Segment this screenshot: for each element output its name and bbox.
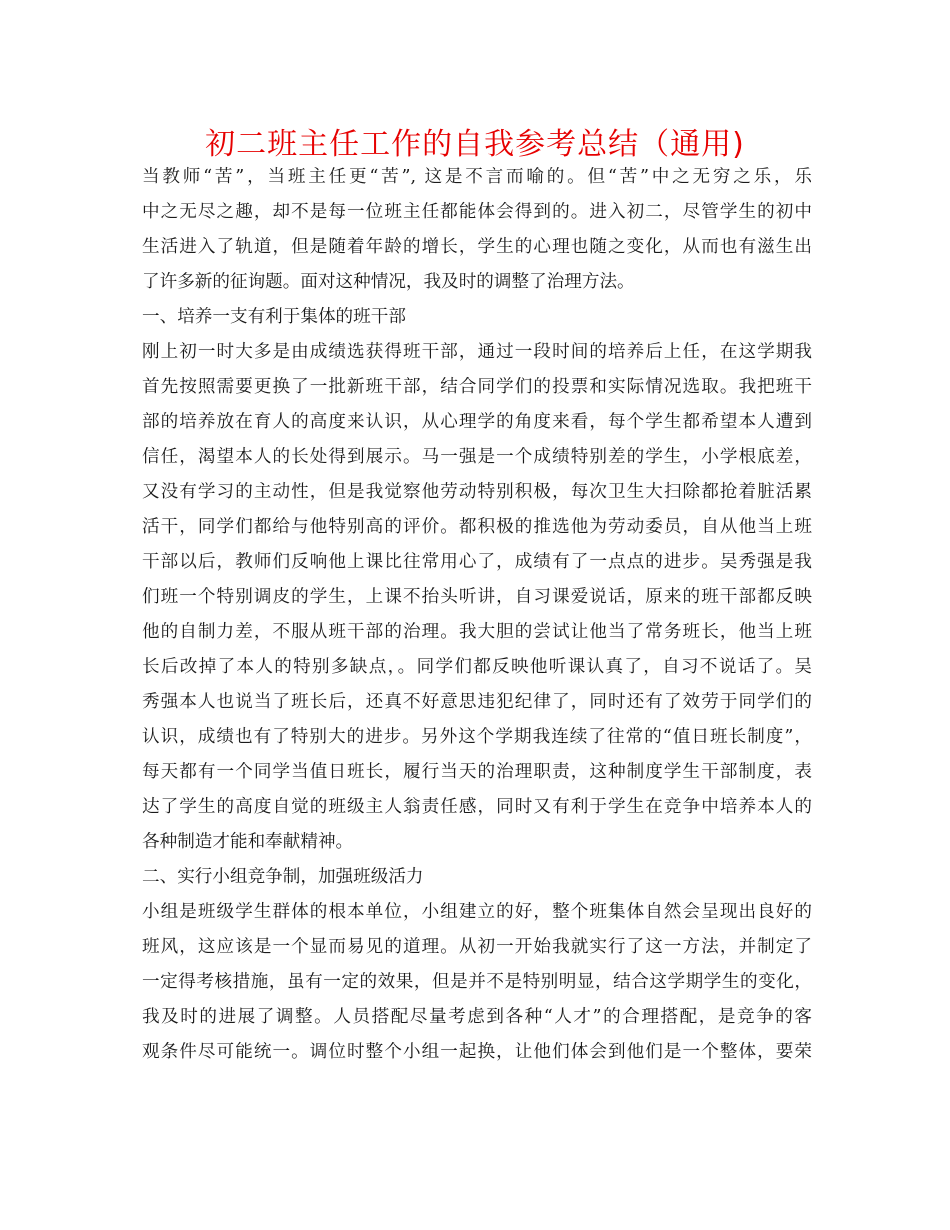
body-line: 观条件尽可能统一。调位时整个小组一起换，让他们体会到他们是一个整体，要荣	[142, 1042, 812, 1062]
body-line: 干部以后，教师们反响他上课比往常用心了，成绩有了一点点的进步。吴秀强是我	[142, 552, 812, 572]
body-line: 秀强本人也说当了班长后，还真不好意思违犯纪律了，同时还有了效劳于同学们的	[142, 692, 812, 712]
body-line: 首先按照需要更换了一批新班干部，结合同学们的投票和实际情况选取。我把班干	[142, 377, 812, 397]
body-line: 生活进入了轨道，但是随着年龄的增长，学生的心理也随之变化，从而也有滋生出	[142, 237, 812, 257]
body-line: 达了学生的高度自觉的班级主人翁责任感，同时又有利于学生在竞争中培养本人的	[142, 797, 812, 817]
body-line: 小组是班级学生群体的根本单位，小组建立的好，整个班集体自然会呈现出良好的	[142, 902, 812, 922]
body-line: 我及时的进展了调整。人员搭配尽量考虑到各种“人才”的合理搭配，是竞争的客	[142, 1007, 812, 1027]
body-line: 活干，同学们都给与他特别高的评价。都积极的推选他为劳动委员，自从他当上班	[142, 517, 812, 537]
body-line: 刚上初一时大多是由成绩选获得班干部，通过一段时间的培养后上任，在这学期我	[142, 342, 812, 362]
body-line: 当教师“苦”，当班主任更“苦”, 这是不言而喻的。但“苦”中之无穷之乐，乐	[142, 167, 812, 187]
body-line: 一定得考核措施，虽有一定的效果，但是并不是特别明显，结合这学期学生的变化，	[142, 972, 812, 992]
section-heading: 一、培养一支有利于集体的班干部	[142, 307, 406, 327]
body-line: 班风，这应该是一个显而易见的道理。从初一开始我就实行了这一方法，并制定了	[142, 937, 812, 957]
body-line: 信任，渴望本人的长处得到展示。马一强是一个成绩特别差的学生，小学根底差，	[142, 447, 812, 467]
document-body	[142, 160, 812, 1070]
body-line: 又没有学习的主动性，但是我觉察他劳动特别积极，每次卫生大扫除都抢着脏活累	[142, 482, 812, 502]
body-line: 各种制造才能和奉献精神。	[142, 832, 354, 852]
body-line: 长后改掉了本人的特别多缺点，。同学们都反映他听课认真了，自习不说话了。吴	[142, 657, 812, 677]
body-line: 认识，成绩也有了特别大的进步。另外这个学期我连续了往常的“值日班长制度”，	[142, 727, 812, 747]
document-title: 初二班主任工作的自我参考总结（通用)	[205, 127, 745, 162]
section-heading: 二、实行小组竞争制，加强班级活力	[142, 867, 424, 887]
body-line: 每天都有一个同学当值日班长，履行当天的治理职责，这种制度学生干部制度，表	[142, 762, 812, 782]
body-line: 他的自制力差，不服从班干部的治理。我大胆的尝试让他当了常务班长，他当上班	[142, 622, 812, 642]
body-line: 部的培养放在育人的高度来认识，从心理学的角度来看，每个学生都希望本人遭到	[142, 412, 812, 432]
body-line: 们班一个特别调皮的学生，上课不抬头听讲，自习课爱说话，原来的班干部都反映	[142, 587, 812, 607]
body-line: 中之无尽之趣，却不是每一位班主任都能体会得到的。进入初二，尽管学生的初中	[142, 202, 812, 222]
body-line: 了许多新的征询题。面对这种情况，我及时的调整了治理方法。	[142, 272, 635, 292]
